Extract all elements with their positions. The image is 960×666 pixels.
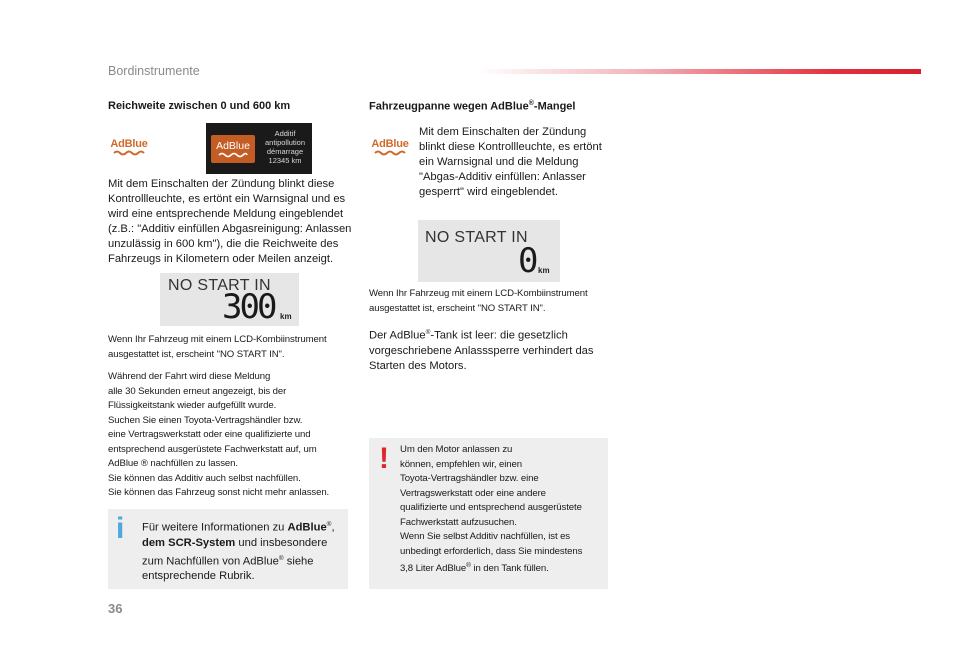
adblue-panel-wave-icon [218,152,248,158]
text-line: ausgestattet ist, erscheint "NO START IN". [108,348,285,360]
right-tank-text [369,325,594,374]
info-line [142,551,346,570]
reg-mark: ® [278,554,284,562]
text-segment: in den Tank füllen. [470,563,549,575]
text-line: Wenn Ihr Fahrzeug mit einem LCD-Kombiinstrument [369,288,588,299]
text-segment: 3,8 Liter AdBlue [400,563,467,575]
text-line: wird eine entsprechende Meldung eingeblendet [108,208,344,220]
lcd-unit: km [538,266,550,275]
text-line: Wenn Sie selbst Additiv nachfüllen, ist es [400,531,571,542]
header-rule [478,69,921,74]
reg-mark: ® [425,329,431,336]
text-line [400,559,606,577]
text-line: blinkt diese Kontrollleuchte, es ertönt [419,141,602,153]
panel-message [260,129,310,165]
page-number: 36 [108,601,123,616]
info-text-segment: zum Nachfüllen von AdBlue [142,555,279,568]
info-line [142,536,346,551]
info-box [108,509,348,589]
instrument-panel-display [206,123,312,174]
reg-mark: ® [528,100,534,107]
lcd-display-300 [160,273,299,326]
text-line: alle 30 Sekunden erneut angezeigt, bis der [108,385,287,397]
lcd-unit: km [280,312,292,321]
text-line: entsprechend ausgerüstete Fachwerkstatt auf, um [108,443,317,455]
adblue-wave-icon [374,150,406,156]
info-line [142,569,346,584]
info-text-segment: , [331,521,335,534]
adblue-warning-lamp-icon [370,138,410,156]
adblue-lamp-label: AdBlue [110,138,148,150]
text-line: Sie können das Additiv auch selbst nachfüllen. [108,472,301,484]
adblue-panel-lamp [211,135,255,163]
warning-icon: ! [379,442,389,475]
heading-segment: Fahrzeugpanne wegen AdBlue [369,100,529,113]
panel-line: Additif [274,129,296,138]
left-section-heading: Reichweite zwischen 0 und 600 km [108,100,291,112]
text-line: ausgestattet ist, erscheint "NO START IN". [369,302,546,314]
info-line [142,517,346,536]
warning-box [369,438,608,589]
text-line: Suchen Sie einen Toyota-Vertragshändler bzw. [108,414,303,426]
text-line: können, empfehlen wir, einen [400,458,523,470]
info-text-bold: AdBlue [287,521,327,534]
text-line: eine Vertragswerkstatt oder eine qualifizierte und [108,429,311,440]
text-line: Sie können das Fahrzeug sonst nicht mehr anlassen. [108,487,330,498]
info-icon: i [116,512,125,545]
text-line: Mit dem Einschalten der Zündung blinkt diese [108,178,335,190]
warning-text [400,443,606,577]
heading-segment: -Mangel [533,100,576,113]
text-segment: Der AdBlue [369,329,426,342]
page-header-title: Bordinstrumente [108,64,200,78]
text-line: (z.B.: "Additiv einfüllen Abgasreinigung: Anlassen [108,223,352,235]
text-line: vorgeschriebene Anlasssperre verhindert das [369,344,594,357]
left-lcd-caption [108,333,327,362]
text-line: Starten des Motors. [369,359,467,372]
text-line: Mit dem Einschalten der Zündung [419,126,587,138]
text-line: unzulässig in 600 km"), die die Reichweite des [108,238,339,250]
lcd-label: NO START IN [168,277,271,294]
text-line: Flüssigkeitstank wieder aufgefüllt wurde. [108,400,277,411]
left-paragraph [108,177,351,267]
reg-mark: ® [466,562,471,569]
adblue-lamp-label: AdBlue [371,138,409,150]
text-line: Fahrzeugs in Kilometern oder Meilen anzeigt. [108,253,334,265]
panel-line: antipollution [264,138,306,147]
right-lcd-caption [369,287,588,316]
text-line: Während der Fahrt wird diese Meldung [108,371,271,382]
panel-line: 12345 km [268,156,302,165]
text-line: Fachwerkstatt aufzusuchen. [400,516,517,528]
text-line: "Abgas-Additiv einfüllen: Anlasser [419,171,586,183]
text-line: gesperrt" wird eingeblendet. [419,186,558,198]
reg-mark: ® [326,521,332,528]
info-text [142,517,346,584]
info-text-bold: dem SCR-System [142,536,236,549]
info-text-segment: Für weitere Informationen zu [142,521,288,534]
text-line: Toyota-Vertragshändler bzw. eine [400,473,539,484]
lcd-digits: 0 [518,241,536,281]
text-line: Vertragswerkstatt oder eine andere [400,487,546,499]
info-text-segment: entsprechende Rubrik. [142,570,255,583]
text-line: qualifizierte und entsprechend ausgerüstete [400,502,582,513]
adblue-panel-label: AdBlue [216,140,250,152]
text-segment: -Tank ist leer: die gesetzlich [430,329,568,342]
adblue-wave-icon [113,150,145,156]
lcd-display-0 [418,220,560,282]
right-section-heading [369,100,575,113]
adblue-warning-lamp-icon [109,138,149,156]
text-line: unbedingt erforderlich, dass Sie mindestens [400,545,583,557]
text-line: ein Warnsignal und die Meldung [419,156,579,168]
lcd-label: NO START IN [425,229,528,246]
text-line: Um den Motor anlassen zu [400,444,513,455]
text-line: Wenn Ihr Fahrzeug mit einem LCD-Kombiinstrument [108,334,327,345]
text-line: Kontrollleuchte, es ertönt ein Warnsignal und es [108,193,346,205]
panel-line: démarrage [266,147,304,156]
info-text-segment: siehe [283,555,314,568]
lcd-digits: 300 [222,287,275,327]
text-line: AdBlue ® nachfüllen zu lassen. [108,458,238,469]
info-text-segment: und insbesondere [235,536,328,549]
text-line [369,325,594,344]
left-drive-text [108,370,329,501]
right-paragraph [419,125,609,200]
